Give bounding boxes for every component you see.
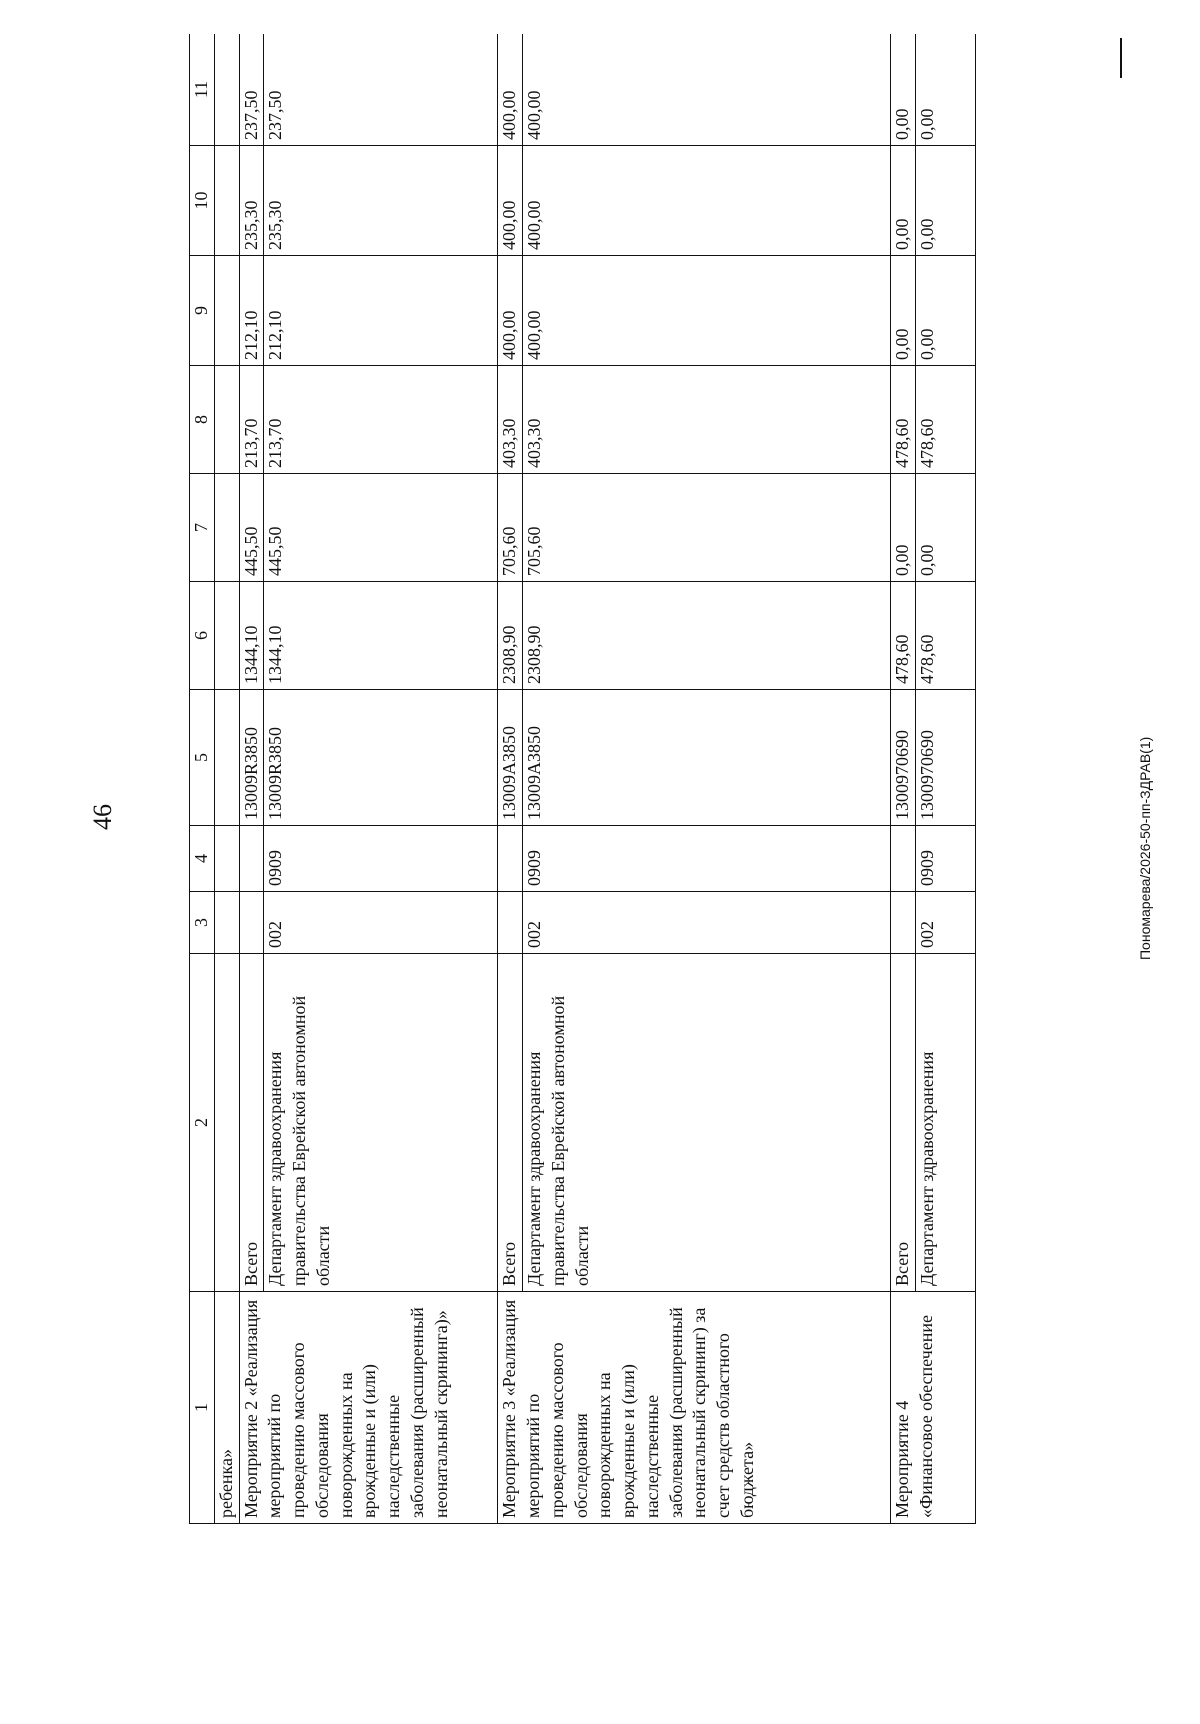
amount-year: 0,00 <box>915 34 975 146</box>
total-label: Всего <box>891 954 916 1292</box>
column-number: 8 <box>190 366 215 474</box>
amount-total: 478,60 <box>891 582 916 690</box>
ministry-code: 002 <box>264 892 498 954</box>
amount-year: 0,00 <box>915 146 975 256</box>
amount-year: 445,50 <box>264 474 498 582</box>
amount-year: 213,70 <box>239 366 264 474</box>
amount-year: 400,00 <box>523 256 891 366</box>
amount-year: 400,00 <box>523 146 891 256</box>
column-number: 3 <box>190 892 215 954</box>
column-number: 2 <box>190 954 215 1292</box>
amount-year: 0,00 <box>891 474 916 582</box>
amount-year: 213,70 <box>264 366 498 474</box>
section-code: 0909 <box>915 826 975 892</box>
column-number: 7 <box>190 474 215 582</box>
activity-name: Мероприятие 2 «Реализация мероприятий по проведению массового обследования новорожденных на врожденные и (или) наследственные заболевания (расширенный неонатальный скрининга)» <box>239 1292 498 1524</box>
amount-year: 0,00 <box>915 256 975 366</box>
budget-code: 1300970690 <box>891 690 916 826</box>
amount-year: 237,50 <box>264 34 498 146</box>
scan-edge-mark <box>1120 38 1122 78</box>
amount-year: 478,60 <box>915 366 975 474</box>
amount-year: 0,00 <box>891 256 916 366</box>
column-number: 11 <box>190 34 215 146</box>
column-number: 10 <box>190 146 215 256</box>
amount-year: 478,60 <box>891 366 916 474</box>
amount-year: 237,50 <box>239 34 264 146</box>
ministry-code: 002 <box>915 892 975 954</box>
budget-code: 13009R3850 <box>239 690 264 826</box>
executor-name: Департамент здравоохранения правительства Еврейской автономной области <box>264 954 498 1292</box>
total-label: Всего <box>498 954 523 1292</box>
amount-year: 705,60 <box>523 474 891 582</box>
document-code: Пономарева/2026-50-пп-ЗДРАВ(1) <box>1137 736 1153 960</box>
activity-total-row <box>891 34 916 1524</box>
continuation-row <box>214 34 239 1524</box>
amount-total: 478,60 <box>915 582 975 690</box>
column-number: 9 <box>190 256 215 366</box>
amount-total: 2308,90 <box>498 582 523 690</box>
section-code: 0909 <box>264 826 498 892</box>
amount-year: 212,10 <box>239 256 264 366</box>
activity-name: Мероприятие 4 «Финансовое обеспечение <box>891 1292 976 1524</box>
continuation-text: ребенка» <box>214 1292 239 1524</box>
amount-year: 705,60 <box>498 474 523 582</box>
budget-code: 13009R3850 <box>264 690 498 826</box>
column-number-row <box>190 34 215 1524</box>
amount-year: 400,00 <box>523 34 891 146</box>
amount-year: 400,00 <box>498 146 523 256</box>
financing-table <box>189 34 976 1524</box>
ministry-code: 002 <box>523 892 891 954</box>
amount-total: 1344,10 <box>264 582 498 690</box>
amount-year: 235,30 <box>239 146 264 256</box>
section-code: 0909 <box>523 826 891 892</box>
amount-year: 400,00 <box>498 34 523 146</box>
amount-year: 235,30 <box>264 146 498 256</box>
activity-total-row <box>498 34 523 1524</box>
column-number: 1 <box>190 1292 215 1524</box>
amount-year: 0,00 <box>891 34 916 146</box>
column-number: 4 <box>190 826 215 892</box>
amount-year: 445,50 <box>239 474 264 582</box>
column-number: 5 <box>190 690 215 826</box>
amount-total: 2308,90 <box>523 582 891 690</box>
page-number: 46 <box>88 804 117 830</box>
budget-code: 13009А3850 <box>523 690 891 826</box>
amount-year: 0,00 <box>891 146 916 256</box>
executor-name: Департамент здравоохранения <box>915 954 975 1292</box>
amount-year: 400,00 <box>498 256 523 366</box>
budget-code: 13009А3850 <box>498 690 523 826</box>
amount-year: 0,00 <box>915 474 975 582</box>
activity-name: Мероприятие 3 «Реализация мероприятий по проведению массового обследования новорожденных на врожденные и (или) наследственные заболевания (расширенный неонатальный скрининг) за счет средств областного бюджета» <box>498 1292 891 1524</box>
activity-total-row <box>239 34 264 1524</box>
executor-name: Департамент здравоохранения правительства Еврейской автономной области <box>523 954 891 1292</box>
amount-total: 1344,10 <box>239 582 264 690</box>
budget-code: 1300970690 <box>915 690 975 826</box>
amount-year: 403,30 <box>523 366 891 474</box>
amount-year: 212,10 <box>264 256 498 366</box>
amount-year: 403,30 <box>498 366 523 474</box>
column-number: 6 <box>190 582 215 690</box>
rotated-table-container <box>189 34 1072 1524</box>
total-label: Всего <box>239 954 264 1292</box>
